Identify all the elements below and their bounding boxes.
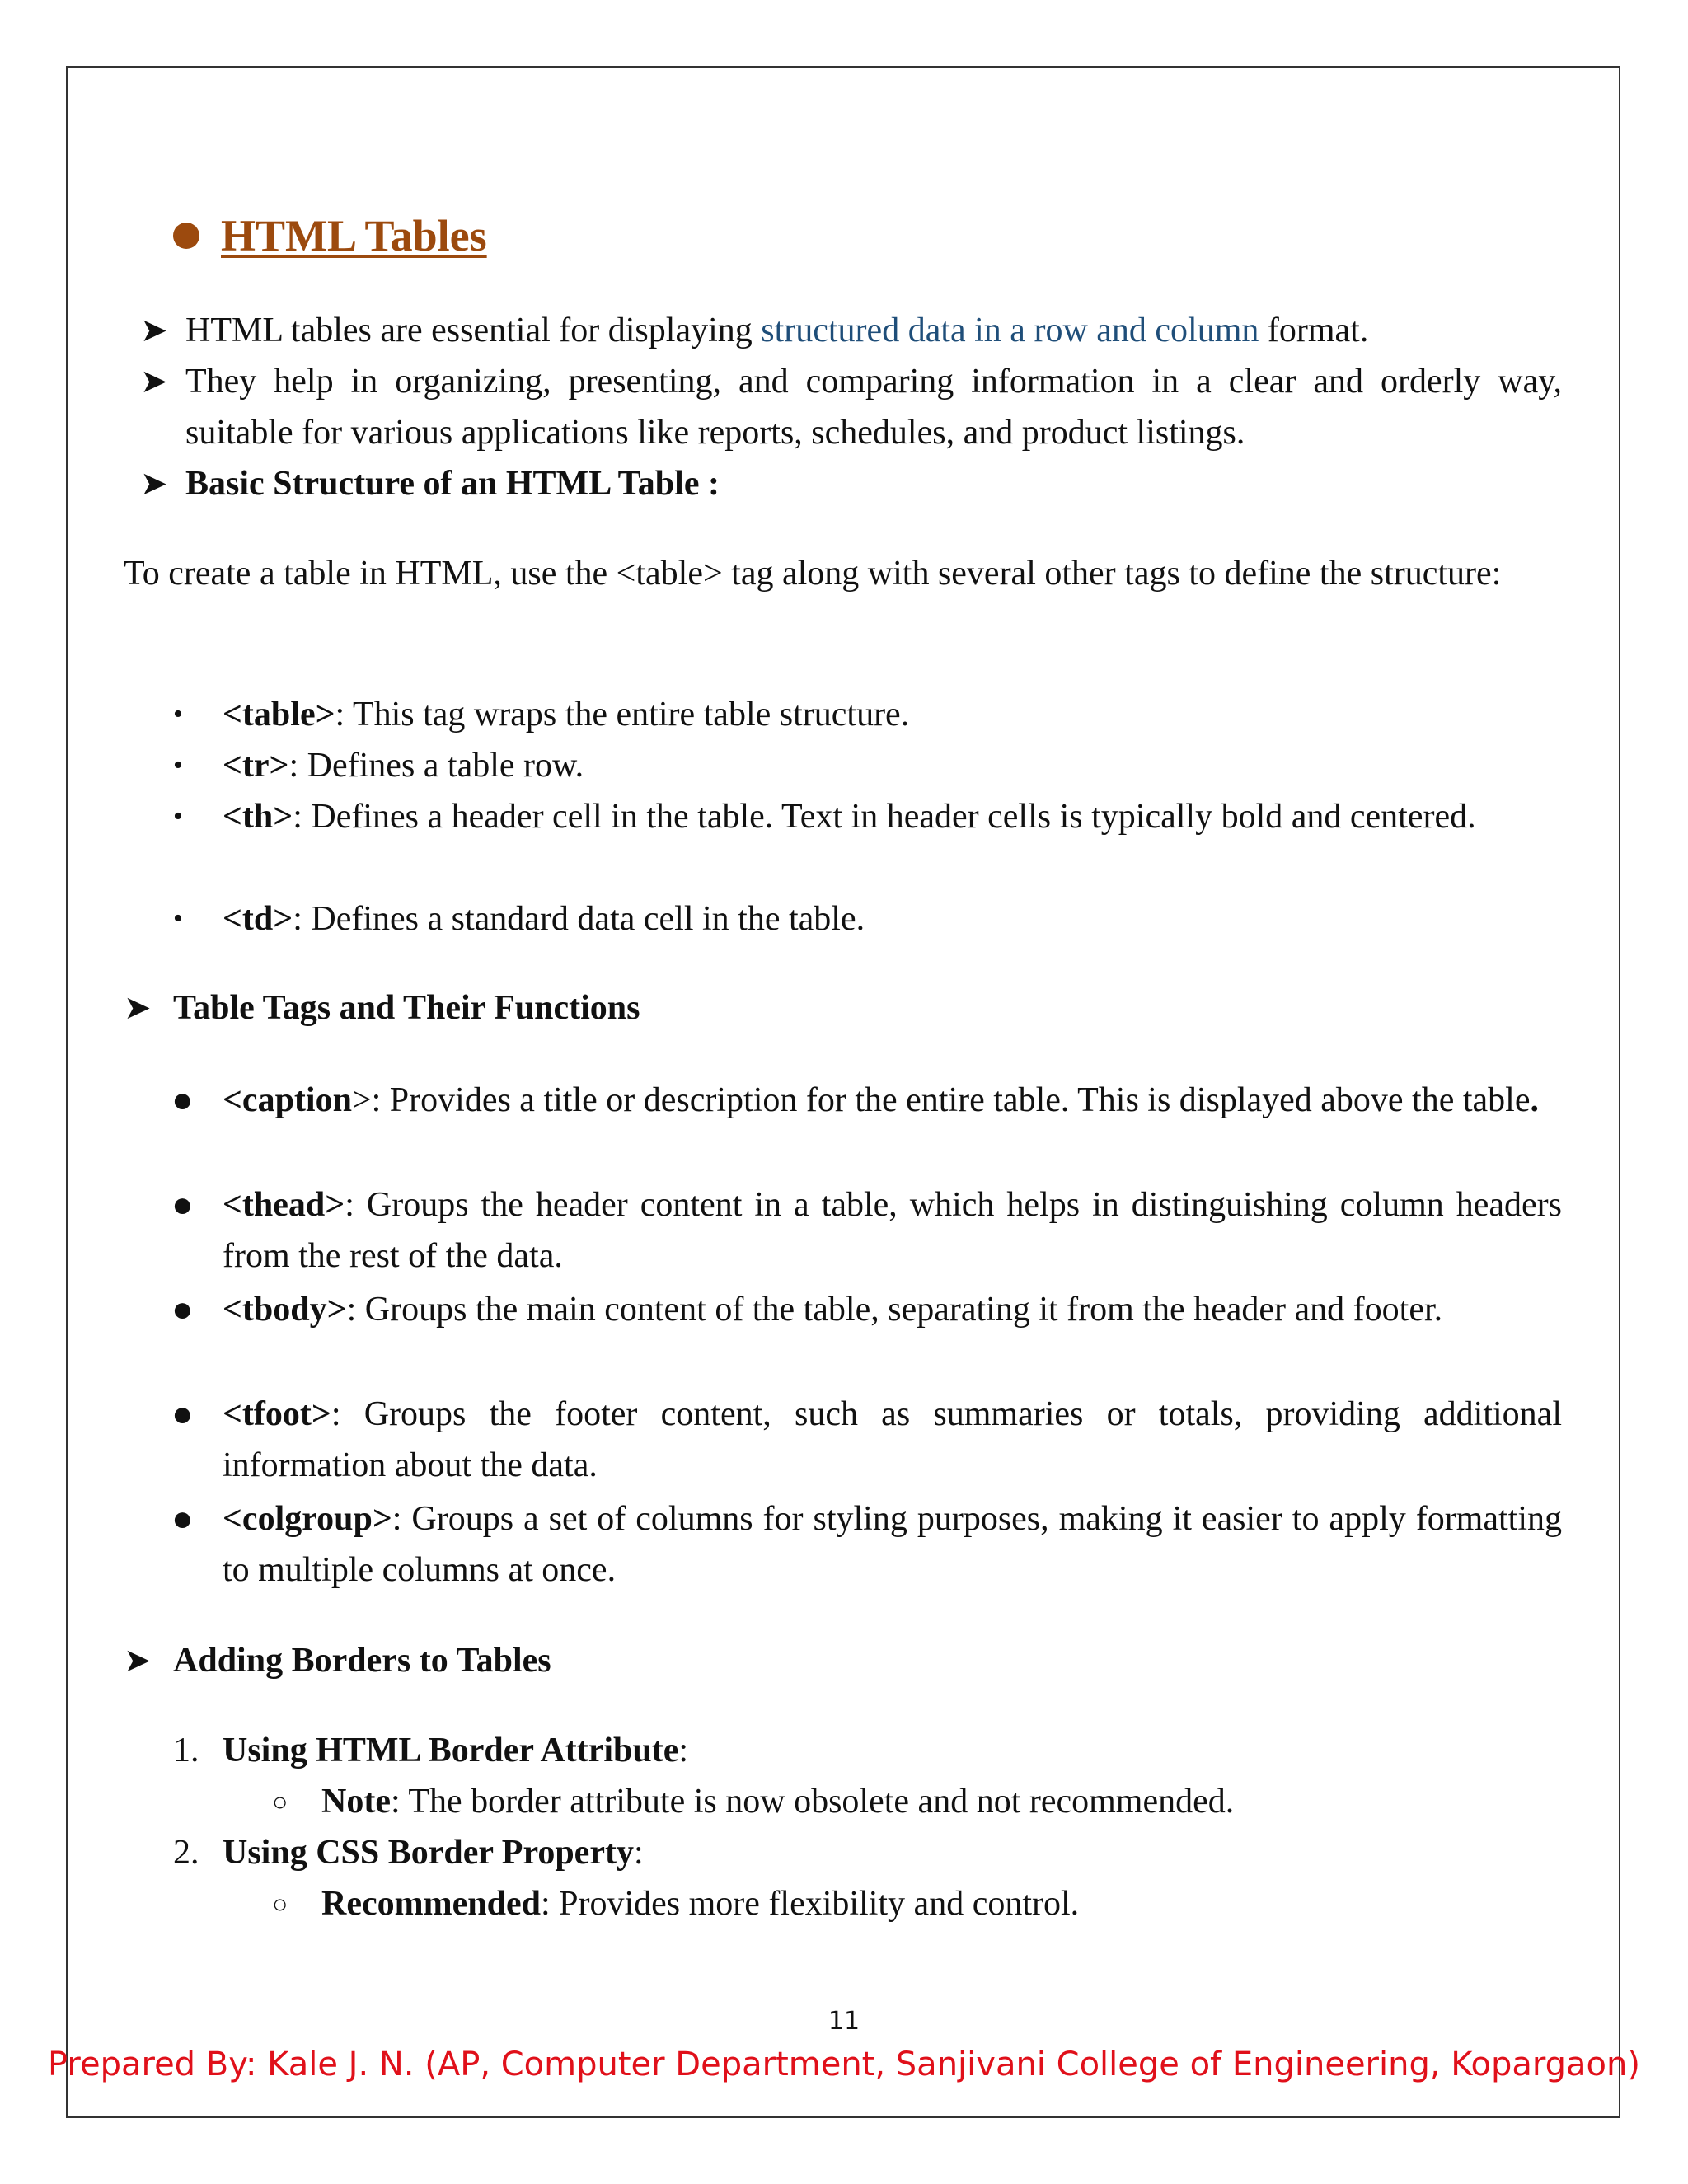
tag-name: <tfoot> bbox=[223, 1395, 331, 1433]
list-item bbox=[223, 1284, 1562, 1335]
border-method-colon: : bbox=[678, 1732, 689, 1769]
list-bullet-icon: ● bbox=[171, 1184, 194, 1225]
tag-name: <thead> bbox=[223, 1186, 345, 1224]
tag-end: . bbox=[1530, 1081, 1539, 1119]
bullet-dot-icon bbox=[173, 223, 199, 249]
tag-description: : Groups the main content of the table, separating it from the header and footer. bbox=[346, 1291, 1443, 1329]
basic-structure-heading: Basic Structure of an HTML Table : bbox=[185, 465, 720, 503]
tag-description: : Groups a set of columns for styling purposes, making it easier to apply formatting to multiple columns at once. bbox=[223, 1500, 1562, 1589]
tag-tail: > bbox=[351, 1081, 372, 1119]
list-bullet-icon: • bbox=[173, 699, 183, 729]
list-item bbox=[223, 1179, 1562, 1282]
sub-label: Note bbox=[321, 1783, 391, 1821]
tag-description: : This tag wraps the entire table structure. bbox=[335, 696, 910, 733]
list-bullet-icon: • bbox=[173, 801, 183, 832]
tag-description: : Groups the header content in a table, which helps in distinguishing column headers from the rest of the data. bbox=[223, 1186, 1562, 1275]
arrow-bullet-icon: ➤ bbox=[124, 1642, 152, 1679]
functions-heading: Table Tags and Their Functions bbox=[173, 989, 640, 1027]
list-bullet-icon: ● bbox=[171, 1394, 194, 1434]
border-method-colon: : bbox=[633, 1834, 644, 1872]
list-number: 1. bbox=[173, 1732, 199, 1769]
tag-name: <th> bbox=[223, 798, 293, 836]
sub-text: : The border attribute is now obsolete and not recommended. bbox=[390, 1783, 1235, 1821]
list-item bbox=[223, 893, 1562, 944]
list-bullet-icon: • bbox=[173, 903, 183, 934]
section-heading bbox=[173, 210, 487, 261]
sub-text: : Provides more flexibility and control. bbox=[540, 1885, 1080, 1923]
arrow-bullet-icon: ➤ bbox=[140, 312, 168, 349]
list-bullet-icon: ● bbox=[171, 1080, 194, 1120]
list-item bbox=[223, 1827, 1562, 1878]
arrow-bullet-icon: ➤ bbox=[140, 363, 168, 400]
intro-paragraph-2: They help in organizing, presenting, and comparing information in a clear and orderly way, suitable for various applications like reports, schedules, and product listings. bbox=[185, 363, 1562, 452]
tag-description: : Provides a title or description for the entire table. This is displayed above the table bbox=[371, 1081, 1531, 1119]
intro-paragraph-1 bbox=[185, 305, 1562, 356]
borders-heading: Adding Borders to Tables bbox=[173, 1642, 551, 1680]
list-item bbox=[223, 1075, 1562, 1126]
list-bullet-icon: ● bbox=[171, 1498, 194, 1539]
border-method-title: Using CSS Border Property bbox=[223, 1834, 634, 1872]
intro-text-end: format. bbox=[1259, 312, 1369, 349]
list-item bbox=[223, 1493, 1562, 1596]
sub-bullet-icon: ○ bbox=[272, 1889, 288, 1919]
list-item bbox=[223, 791, 1562, 842]
sub-label: Recommended bbox=[321, 1885, 541, 1923]
tag-name: <colgroup> bbox=[223, 1500, 392, 1538]
tag-description: : Groups the footer content, such as summaries or totals, providing additional information about the data. bbox=[223, 1395, 1562, 1484]
sub-list-item bbox=[321, 1776, 1558, 1827]
intro-text: HTML tables are essential for displaying bbox=[185, 312, 762, 349]
list-bullet-icon: ● bbox=[171, 1289, 194, 1329]
section-title: HTML Tables bbox=[221, 211, 487, 260]
tag-name: <caption bbox=[223, 1081, 352, 1119]
tag-description: : Defines a standard data cell in the table. bbox=[293, 900, 865, 938]
structure-paragraph: To create a table in HTML, use the <table> tag along with several other tags to define the structure: bbox=[124, 555, 1502, 593]
list-item bbox=[223, 689, 1562, 740]
list-item bbox=[223, 1389, 1562, 1491]
list-bullet-icon: • bbox=[173, 750, 183, 780]
footer-credit: Prepared By: Kale J. N. (AP, Computer Department, Sanjivani College of Engineering, Kopargaon) bbox=[48, 2046, 1640, 2083]
sub-bullet-icon: ○ bbox=[272, 1787, 288, 1816]
tag-name: <td> bbox=[223, 900, 293, 938]
list-number: 2. bbox=[173, 1834, 199, 1872]
intro-highlight: structured data in a row and column bbox=[761, 312, 1259, 349]
tag-description: : Defines a header cell in the table. Text in header cells is typically bold and centered. bbox=[293, 798, 1476, 836]
border-method-title: Using HTML Border Attribute bbox=[223, 1732, 679, 1769]
list-item bbox=[223, 740, 1562, 791]
page-number: 11 bbox=[828, 2007, 860, 2036]
tag-description: : Defines a table row. bbox=[288, 747, 584, 785]
tag-name: <tbody> bbox=[223, 1291, 347, 1329]
arrow-bullet-icon: ➤ bbox=[124, 989, 152, 1026]
tag-name: <table> bbox=[223, 696, 335, 733]
list-item bbox=[223, 1725, 1562, 1776]
arrow-bullet-icon: ➤ bbox=[140, 465, 168, 502]
tag-name: <tr> bbox=[223, 747, 289, 785]
sub-list-item bbox=[321, 1878, 1558, 1929]
